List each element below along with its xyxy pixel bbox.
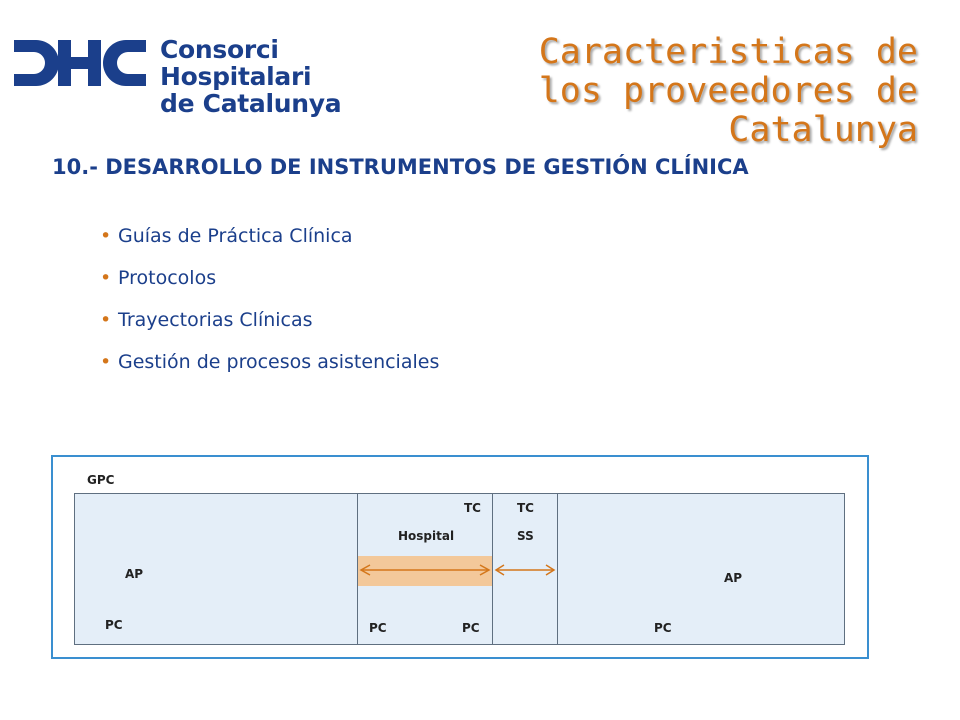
- pc-hospital-left-label: PC: [369, 621, 387, 635]
- ap-right-label: AP: [724, 571, 743, 585]
- gpc-label: GPC: [87, 473, 115, 487]
- bullet-item: [100, 225, 439, 267]
- ap-left-label: AP: [125, 567, 144, 581]
- section-heading: 10.- DESARROLLO DE INSTRUMENTOS DE GESTIÓN CLÍNICA: [52, 155, 749, 179]
- bullet-text: Guías de Práctica Clínica: [118, 225, 353, 247]
- slide-title: Caracteristicas de los proveedores de Catalunya: [538, 32, 918, 150]
- tc-hospital-label: TC: [464, 501, 481, 515]
- bullet-icon: •: [100, 267, 112, 289]
- bullet-icon: •: [100, 309, 112, 331]
- logo-line-2: de Catalunya: [160, 89, 342, 118]
- hospital-label: Hospital: [398, 529, 455, 543]
- pc-left-label: PC: [105, 618, 123, 632]
- bullet-icon: •: [100, 225, 112, 247]
- bullet-text: Trayectorias Clínicas: [118, 309, 313, 331]
- logo-wordmark: [160, 36, 414, 117]
- bullet-text: Gestión de procesos asistenciales: [118, 351, 440, 373]
- pc-hospital-right-label: PC: [462, 621, 480, 635]
- bullet-item: [100, 351, 439, 393]
- pc-right-label: PC: [654, 621, 672, 635]
- bullet-item: [100, 309, 439, 351]
- bullet-icon: •: [100, 351, 112, 373]
- chc-logo-icon: [14, 40, 146, 86]
- ss-arrow: [496, 565, 554, 575]
- arrows-layer: [53, 457, 867, 657]
- chc-logo: [14, 35, 414, 118]
- tc-ss-label: TC: [517, 501, 534, 515]
- hospital-arrow: [361, 565, 489, 575]
- logo-line-1: Consorci Hospitalari: [160, 35, 312, 91]
- ss-label: SS: [517, 529, 534, 543]
- bullet-item: [100, 267, 439, 309]
- bullet-text: Protocolos: [118, 267, 217, 289]
- bullet-list: [100, 225, 439, 393]
- care-pathway-diagram: [51, 455, 869, 659]
